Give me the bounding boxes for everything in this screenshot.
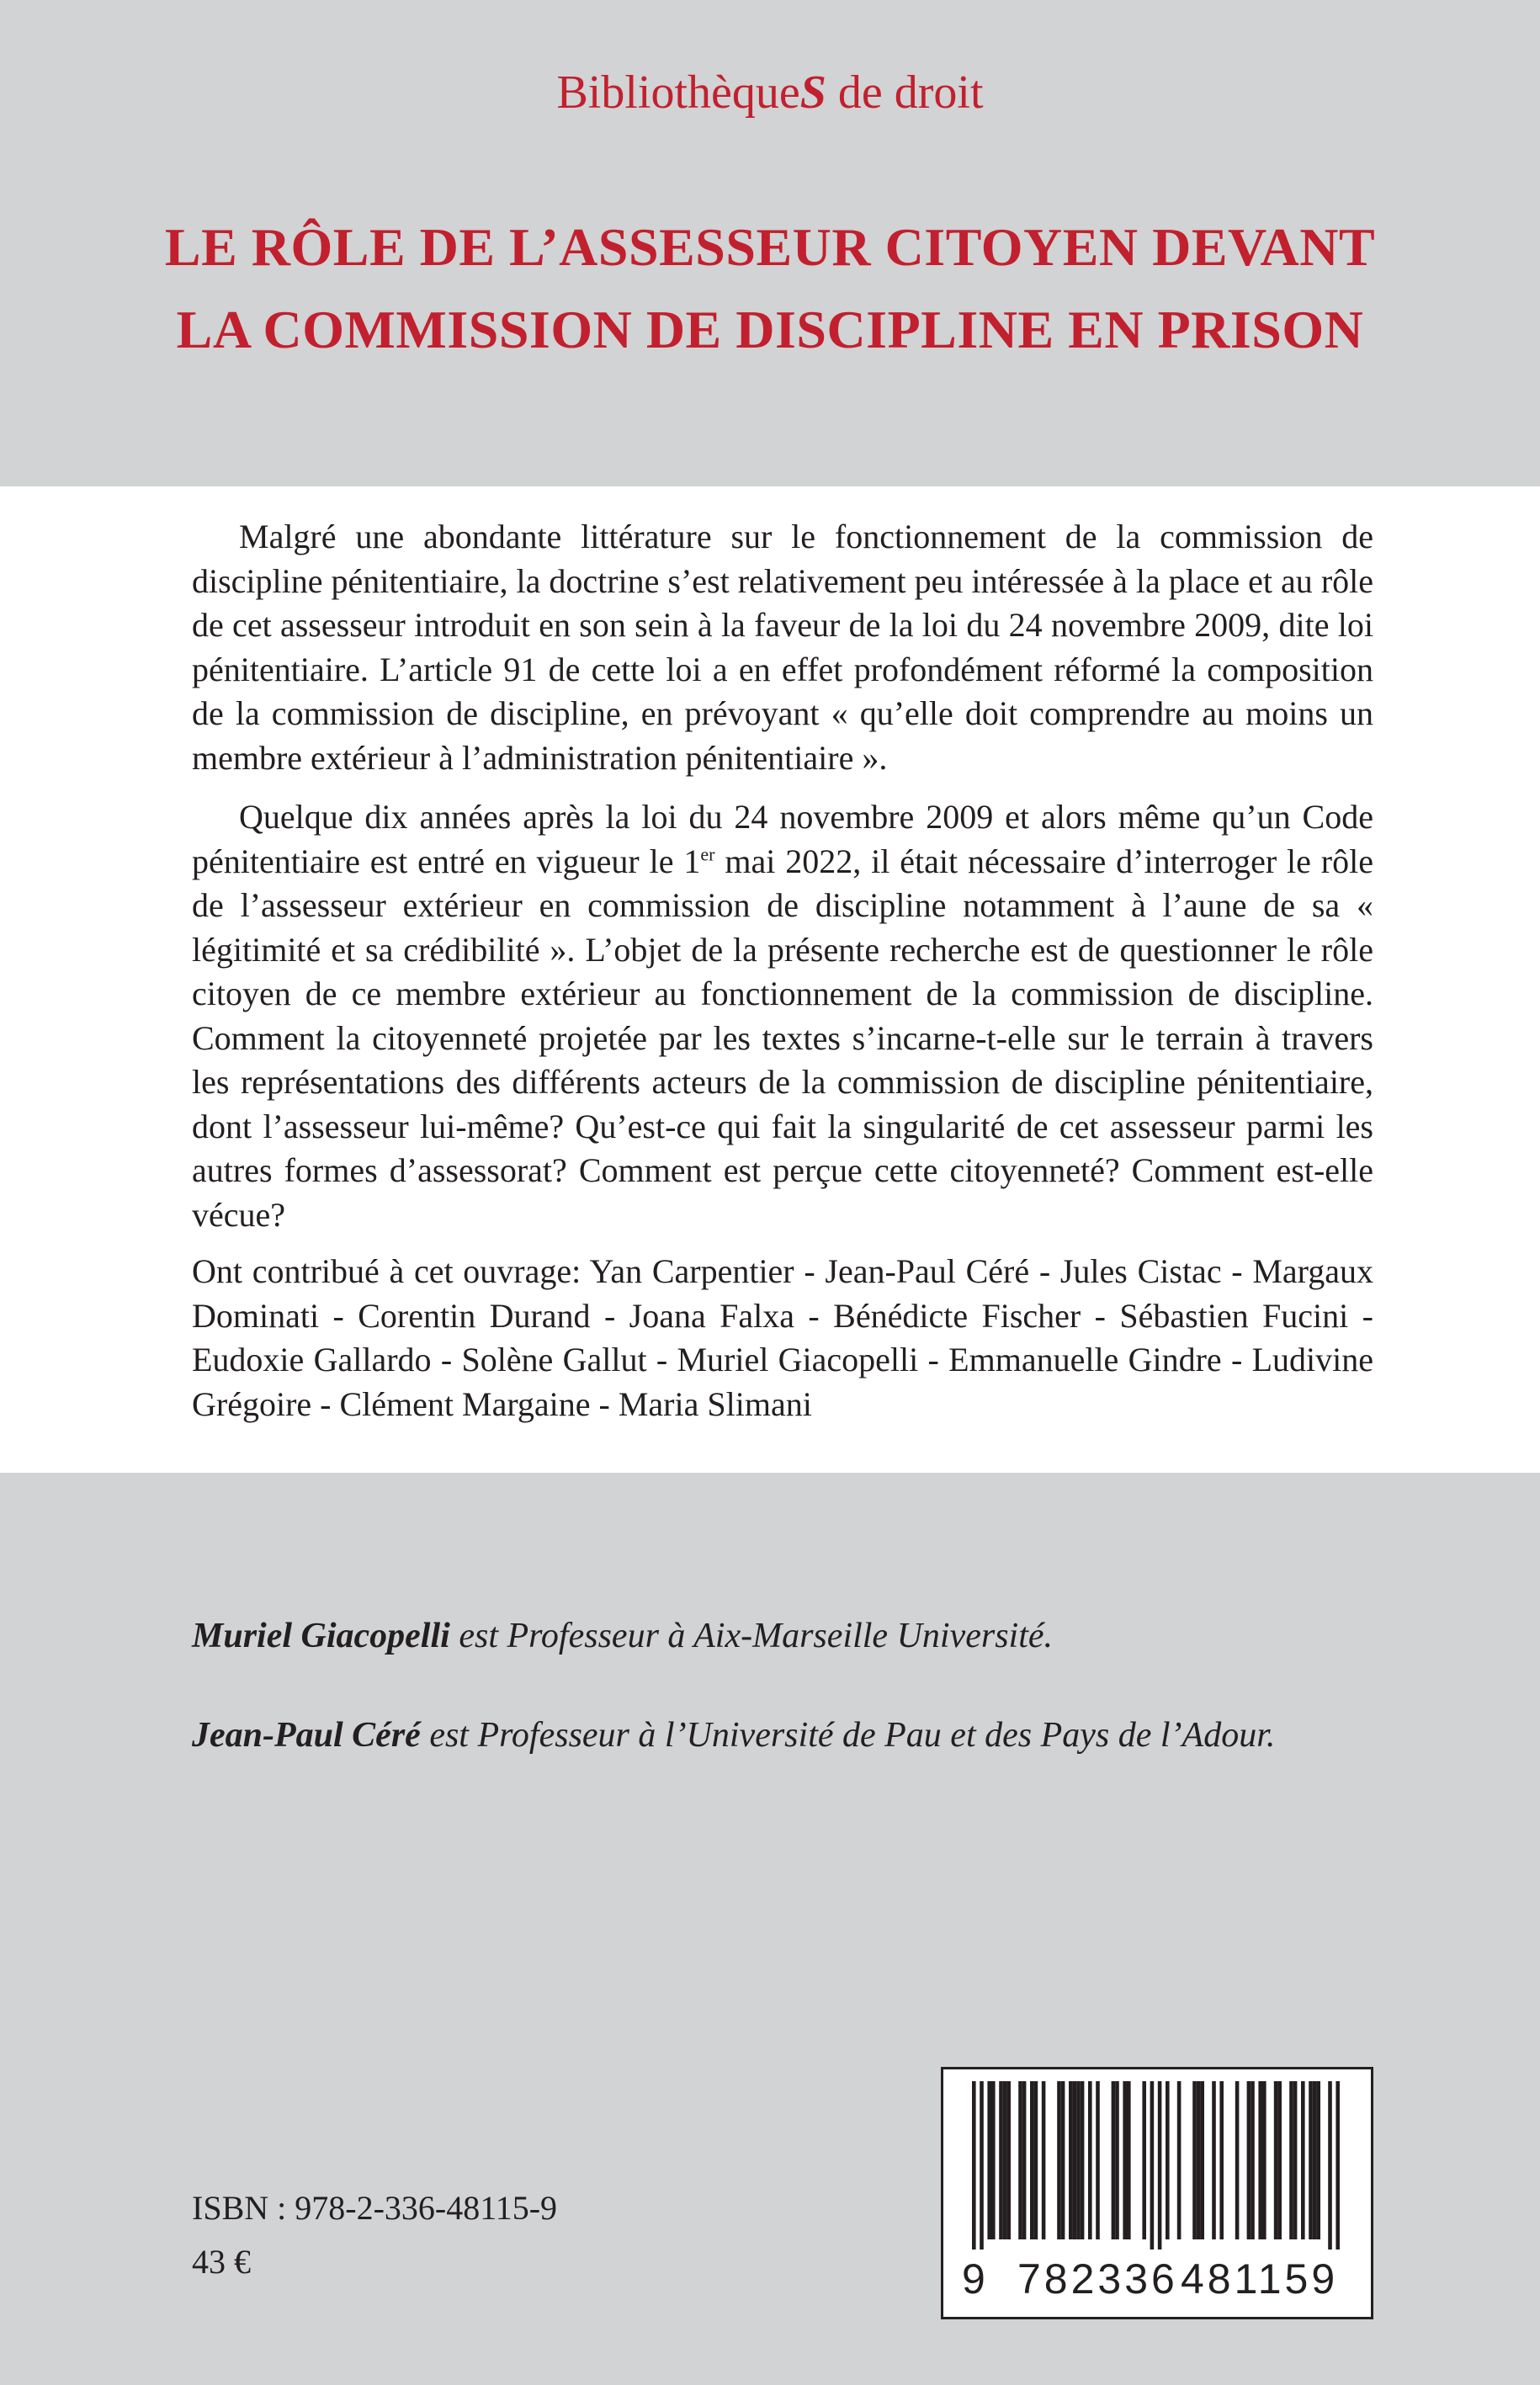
book-title xyxy=(0,206,1540,371)
ordinal-superscript: er xyxy=(700,843,715,865)
barcode-bar xyxy=(1197,2081,1201,2239)
barcode-bar xyxy=(1081,2081,1085,2239)
barcode-bar xyxy=(1123,2081,1127,2239)
barcode-bar xyxy=(1247,2081,1251,2239)
series-prefix: Bibliothèque xyxy=(556,66,800,119)
barcode-bars xyxy=(955,2081,1362,2250)
barcode-digits-right: 481159 xyxy=(1181,2255,1339,2303)
barcode-bar xyxy=(1316,2081,1320,2239)
barcode-bar xyxy=(972,2081,976,2250)
isbn: ISBN : 978-2-336-48115-9 xyxy=(192,2189,558,2227)
author-1-desc: est Professeur à Aix-Marseille Université. xyxy=(449,1617,1054,1655)
barcode-bar xyxy=(1166,2081,1170,2239)
barcode-bar xyxy=(1112,2081,1116,2239)
barcode-bar xyxy=(1069,2081,1073,2239)
barcode-digits-left: 782336 xyxy=(1017,2255,1178,2303)
series-suffix: de droit xyxy=(826,66,984,119)
barcode-bar xyxy=(1096,2081,1100,2239)
barcode-bar xyxy=(1262,2081,1267,2239)
barcode-digit-first: 9 xyxy=(962,2255,989,2303)
barcode-bar xyxy=(1003,2081,1007,2239)
barcode-bar xyxy=(1073,2081,1077,2239)
barcode-bar xyxy=(1150,2081,1155,2250)
author-bio-1 xyxy=(192,1616,1454,1656)
barcode-bar xyxy=(1018,2081,1022,2239)
series-s: S xyxy=(799,66,826,119)
barcode-bar xyxy=(1177,2081,1182,2239)
barcode-bar xyxy=(1142,2081,1146,2239)
title-line-2: LA COMMISSION DE DISCIPLINE EN PRISON xyxy=(176,300,1364,359)
paragraph-2-start: Quelque dix années après la loi du 24 novembre 2009 et alors même qu’un Code pénitentiaire est entré en vigueur le 1 xyxy=(192,798,1373,880)
barcode-bar xyxy=(1274,2081,1278,2239)
summary xyxy=(192,515,1373,1252)
barcode xyxy=(941,2067,1373,2319)
barcode-bar xyxy=(1251,2081,1255,2239)
barcode-bar xyxy=(1219,2081,1224,2239)
barcode-bar xyxy=(1258,2081,1262,2239)
barcode-bar xyxy=(999,2081,1003,2239)
barcode-bar xyxy=(1127,2081,1131,2239)
barcode-bar xyxy=(1115,2081,1119,2239)
barcode-bar xyxy=(1088,2081,1092,2239)
barcode-bar xyxy=(1277,2081,1282,2239)
barcode-bar xyxy=(1301,2081,1305,2239)
summary-paragraph-1: Malgré une abondante littérature sur le fonctionnement de la commission de discipline pénitentiaire, la doctrine s’est relativement peu intéressée à la place et au rôle de cet assesseur introduit en son sein à la faveur de la loi du 24 novembre 2009, dite loi pénitentiaire. L’article 91 de cette loi a en effet profondément réformé la composition de la commission de discipline, en prévoyant « qu’elle doit comprendre au moins un membre extérieur à l’administration pénitentiaire ». xyxy=(192,518,1373,777)
barcode-bar xyxy=(1006,2081,1011,2239)
barcode-bar xyxy=(1076,2081,1081,2239)
barcode-bar xyxy=(1022,2081,1027,2239)
barcode-bar xyxy=(1158,2081,1162,2250)
barcode-bar xyxy=(1313,2081,1317,2239)
barcode-bar xyxy=(1328,2081,1332,2250)
series-name xyxy=(0,66,1540,120)
barcode-bar xyxy=(1235,2081,1240,2239)
barcode-bar xyxy=(1289,2081,1293,2239)
author-2-name: Jean-Paul Céré xyxy=(192,1716,421,1755)
barcode-bar xyxy=(1309,2081,1313,2239)
barcode-bar xyxy=(1336,2081,1340,2250)
barcode-bar xyxy=(1192,2081,1197,2239)
author-bio-2 xyxy=(192,1715,1454,1756)
summary-paragraph-2 xyxy=(192,795,1373,1237)
barcode-bar xyxy=(1200,2081,1204,2239)
barcode-bar xyxy=(1042,2081,1046,2239)
barcode-bar xyxy=(987,2081,991,2239)
paragraph-2-end: mai 2022, il était nécessaire d’interroger le rôle de l’assesseur extérieur en commission de discipline notamment à l’aune de sa « légitimité et sa crédibilité ». L’objet de la présente recherche est de questionner le rôle citoyen de ce membre extérieur au fonctionnement de la commission de discipline. Comment la citoyenneté projetée par les textes s’incarne-t-elle sur le terrain à travers les représentations des différents acteurs de la commission de discipline pénitentiaire, dont l’assesseur lui-même? Qu’est-ce qui fait la singularité de cet assesseur parmi les autres formes d’assessorat? Comment est perçue cette citoyenneté? Comment est-elle vécue? xyxy=(192,842,1373,1234)
title-line-1: LE RÔLE DE L’ASSESSEUR CITOYEN DEVANT xyxy=(164,217,1376,277)
barcode-bar xyxy=(1293,2081,1298,2239)
contributors: Ont contribué à cet ouvrage: Yan Carpentier - Jean-Paul Céré - Jules Cistac - Margaux Dominati - Corentin Durand - Joana Falxa - Bénédicte Fischer - Sébastien Fucini - Eudoxie Gallardo - Solène Gallut - Muriel Giacopelli - Emmanuelle Gindre - Ludivine Grégoire - Clément Margaine - Maria Slimani xyxy=(192,1252,1373,1423)
barcode-bar xyxy=(1212,2081,1216,2239)
barcode-bar xyxy=(991,2081,996,2239)
barcode-bar xyxy=(1034,2081,1038,2239)
barcode-bar xyxy=(1061,2081,1065,2239)
barcode-bar xyxy=(980,2081,984,2250)
author-2-desc: est Professeur à l’Université de Pau et des Pays de l’Adour. xyxy=(420,1716,1276,1755)
author-1-name: Muriel Giacopelli xyxy=(192,1617,450,1655)
price: 43 € xyxy=(192,2243,251,2281)
barcode-bar xyxy=(1057,2081,1061,2239)
barcode-bar xyxy=(1030,2081,1034,2239)
